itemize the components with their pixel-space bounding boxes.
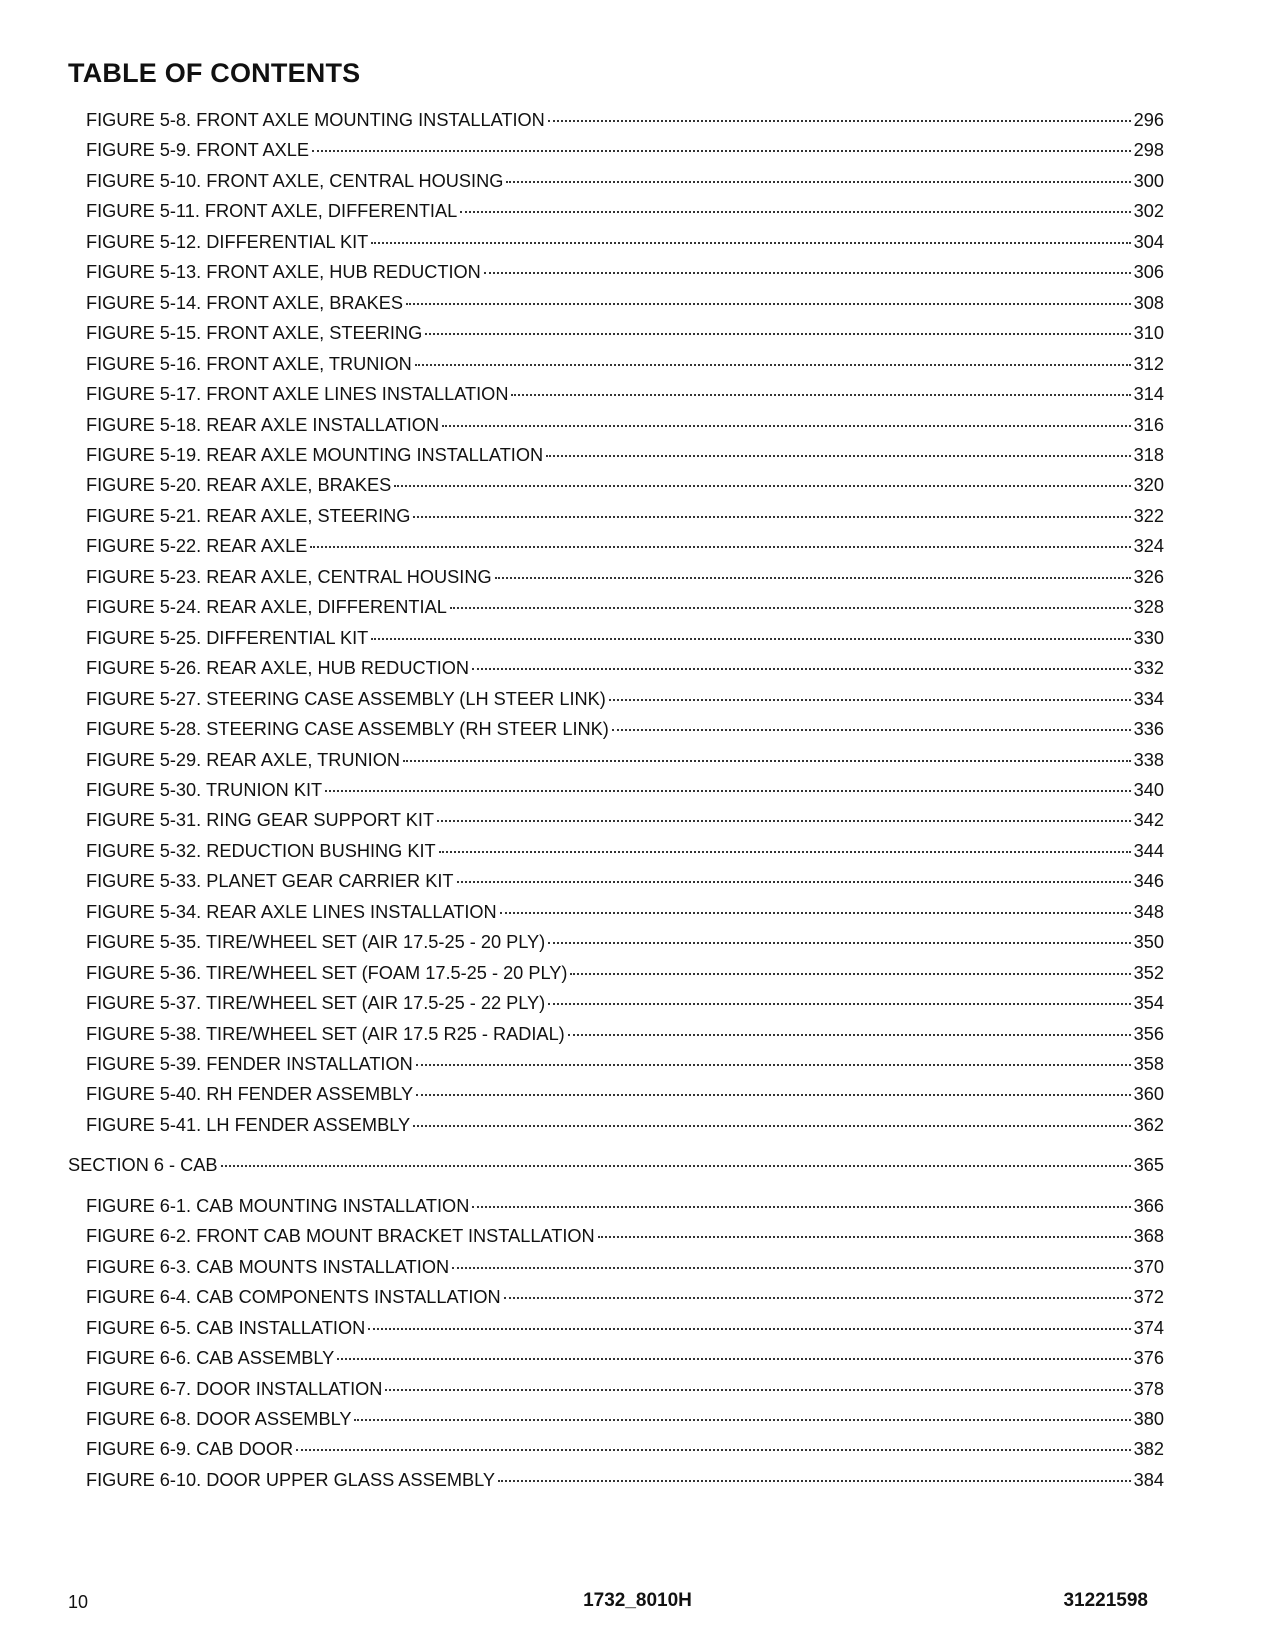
- toc-entry[interactable]: [86, 1052, 1164, 1076]
- toc-entry-label: FIGURE 6-5. CAB INSTALLATION: [86, 1317, 366, 1338]
- toc-entry-page: 350: [1133, 932, 1164, 953]
- toc-entry-page: 338: [1133, 749, 1164, 770]
- toc-entry-label: FIGURE 5-32. REDUCTION BUSHING KIT: [86, 840, 436, 861]
- toc-entry-label: FIGURE 5-10. FRONT AXLE, CENTRAL HOUSING: [86, 170, 504, 191]
- toc-dot-leader: [472, 667, 1131, 670]
- toc-dot-leader: [312, 149, 1131, 152]
- toc-entry[interactable]: [86, 869, 1164, 893]
- footer-model: 1732_8010H: [583, 1590, 692, 1611]
- toc-dot-leader: [403, 759, 1131, 762]
- toc-entry-label: FIGURE 5-18. REAR AXLE INSTALLATION: [86, 414, 440, 435]
- toc-entry-label: FIGURE 5-22. REAR AXLE: [86, 536, 308, 557]
- toc-entry-label: FIGURE 5-25. DIFFERENTIAL KIT: [86, 627, 369, 648]
- toc-entry-page: 365: [1133, 1155, 1164, 1176]
- toc-dot-leader: [452, 1266, 1131, 1269]
- toc-entry[interactable]: [86, 199, 1164, 223]
- toc-dot-leader: [500, 911, 1131, 914]
- toc-entry-page: 348: [1133, 901, 1164, 922]
- toc-entry-label: FIGURE 5-28. STEERING CASE ASSEMBLY (RH STEER LINK): [86, 719, 609, 739]
- toc-entry[interactable]: [86, 504, 1164, 528]
- toc-entry-label: FIGURE 5-39. FENDER INSTALLATION: [86, 1054, 413, 1074]
- toc-dot-leader: [568, 1033, 1131, 1036]
- toc-dot-leader: [548, 941, 1130, 944]
- toc-entry[interactable]: [86, 413, 1164, 437]
- toc-entry-label: FIGURE 5-9. FRONT AXLE: [86, 140, 310, 161]
- toc-dot-leader: [368, 1327, 1130, 1330]
- toc-entry[interactable]: [86, 991, 1164, 1015]
- toc-entry-label: FIGURE 6-8. DOOR ASSEMBLY: [86, 1408, 352, 1429]
- toc-entry-page: 370: [1133, 1256, 1164, 1277]
- toc-entry[interactable]: [86, 717, 1164, 741]
- toc-entry[interactable]: [86, 352, 1164, 376]
- toc-entry-label: FIGURE 5-17. FRONT AXLE LINES INSTALLATION: [86, 384, 509, 404]
- toc-entry-label: FIGURE 6-9. CAB DOOR: [86, 1439, 294, 1460]
- toc-dot-leader: [371, 241, 1130, 244]
- footer-page-number: 10: [68, 1592, 89, 1612]
- toc-dot-leader: [296, 1448, 1130, 1451]
- toc-entry-label: FIGURE 5-8. FRONT AXLE MOUNTING INSTALLATION: [86, 110, 545, 130]
- toc-dot-leader: [484, 271, 1131, 274]
- toc-entry-label: FIGURE 5-20. REAR AXLE, BRAKES: [86, 475, 392, 496]
- toc-dot-leader: [450, 606, 1131, 609]
- toc-entry[interactable]: [86, 260, 1164, 284]
- toc-entry[interactable]: [86, 1285, 1164, 1309]
- toc-entry[interactable]: [86, 169, 1164, 193]
- toc-entry[interactable]: [86, 1082, 1164, 1106]
- toc-entry-page: 326: [1133, 566, 1164, 587]
- toc-entry-label: FIGURE 5-23. REAR AXLE, CENTRAL HOUSING: [86, 566, 492, 587]
- toc-entry[interactable]: [86, 1255, 1164, 1279]
- toc-entry-label: FIGURE 6-4. CAB COMPONENTS INSTALLATION: [86, 1287, 501, 1308]
- toc-entry[interactable]: [86, 565, 1164, 589]
- footer-document-number: 31221598: [1063, 1590, 1148, 1611]
- toc-entry-label: FIGURE 6-3. CAB MOUNTS INSTALLATION: [86, 1256, 450, 1277]
- toc-dot-leader: [511, 393, 1130, 396]
- toc-entry[interactable]: [86, 443, 1164, 467]
- toc-entry[interactable]: [86, 1346, 1164, 1370]
- toc-entry-label: FIGURE 5-29. REAR AXLE, TRUNION: [86, 749, 400, 770]
- toc-entry-label: FIGURE 5-41. LH FENDER ASSEMBLY: [86, 1114, 411, 1135]
- toc-entry-page: 362: [1133, 1114, 1164, 1135]
- toc-entry-label: FIGURE 5-14. FRONT AXLE, BRAKES: [86, 292, 404, 313]
- toc-entry[interactable]: [86, 1113, 1164, 1137]
- toc-entry-page: 366: [1133, 1195, 1164, 1216]
- toc-dot-leader: [504, 1296, 1131, 1299]
- toc-dot-leader: [495, 576, 1131, 579]
- toc-entry-page: 380: [1133, 1408, 1164, 1429]
- toc-entry-page: 302: [1133, 201, 1164, 222]
- toc-dot-leader: [354, 1418, 1130, 1421]
- toc-entry-label: FIGURE 5-13. FRONT AXLE, HUB REDUCTION: [86, 262, 481, 283]
- toc-entry-label: FIGURE 6-2. FRONT CAB MOUNT BRACKET INSTALLATION: [86, 1226, 595, 1247]
- toc-dot-leader: [548, 1002, 1130, 1005]
- toc-entry[interactable]: [86, 961, 1164, 985]
- toc-entry-page: 346: [1133, 871, 1164, 892]
- toc-dot-leader: [506, 180, 1130, 183]
- toc-entry[interactable]: [86, 1377, 1164, 1401]
- toc-entry-page: 320: [1133, 475, 1164, 496]
- toc-entry-page: 382: [1133, 1439, 1164, 1460]
- toc-entry-page: 316: [1133, 414, 1164, 435]
- toc-entry-label: FIGURE 5-11. FRONT AXLE, DIFFERENTIAL: [86, 201, 458, 222]
- toc-entry-page: 356: [1133, 1023, 1164, 1044]
- toc-dot-leader: [310, 545, 1130, 548]
- toc-entry[interactable]: [86, 930, 1164, 954]
- toc-entry[interactable]: [86, 138, 1164, 162]
- toc-entry-label: FIGURE 5-31. RING GEAR SUPPORT KIT: [86, 810, 434, 831]
- toc-entry-page: 342: [1133, 810, 1164, 831]
- toc-entry-page: 374: [1133, 1317, 1164, 1338]
- toc-entry-label: FIGURE 5-12. DIFFERENTIAL KIT: [86, 231, 369, 252]
- toc-dot-leader: [612, 728, 1131, 731]
- toc-entry-page: 372: [1133, 1287, 1164, 1308]
- toc-dot-leader: [394, 484, 1130, 487]
- toc-dot-leader: [498, 1479, 1131, 1482]
- toc-entry-label: FIGURE 5-33. PLANET GEAR CARRIER KIT: [86, 871, 454, 892]
- toc-entry-page: 360: [1133, 1084, 1164, 1105]
- toc-entry-label: FIGURE 5-34. REAR AXLE LINES INSTALLATION: [86, 901, 497, 922]
- toc-entry[interactable]: [86, 839, 1164, 863]
- toc-entry-page: 296: [1133, 110, 1164, 130]
- toc-entry-label: FIGURE 5-35. TIRE/WHEEL SET (AIR 17.5-25 - 20 PLY): [86, 932, 546, 953]
- toc-dot-leader: [371, 637, 1130, 640]
- toc-entry-page: 324: [1133, 536, 1164, 557]
- toc-entry-label: FIGURE 5-19. REAR AXLE MOUNTING INSTALLATION: [86, 444, 544, 465]
- toc-entry-page: 318: [1133, 444, 1164, 465]
- toc-entry[interactable]: [86, 748, 1164, 772]
- toc-entry[interactable]: [86, 108, 1164, 132]
- toc-dot-leader: [416, 1063, 1131, 1066]
- toc-entry-label: SECTION 6 - CAB: [68, 1155, 218, 1176]
- toc-dot-leader: [442, 424, 1131, 427]
- toc-entry[interactable]: [86, 534, 1164, 558]
- toc-entry-label: FIGURE 6-10. DOOR UPPER GLASS ASSEMBLY: [86, 1469, 496, 1490]
- toc-section-entry[interactable]: [68, 1153, 1164, 1177]
- toc-dot-leader: [472, 1205, 1130, 1208]
- toc-entry-page: 310: [1133, 323, 1164, 344]
- toc-entry[interactable]: [86, 1407, 1164, 1431]
- toc-dot-leader: [548, 119, 1131, 122]
- toc-entry-page: 332: [1133, 658, 1164, 679]
- toc-entry[interactable]: [86, 473, 1164, 497]
- page-footer: [0, 1590, 1275, 1614]
- toc-entry-page: 334: [1133, 688, 1164, 709]
- toc-entry-label: FIGURE 5-26. REAR AXLE, HUB REDUCTION: [86, 658, 470, 679]
- toc-entry[interactable]: [86, 808, 1164, 832]
- toc-dot-leader: [416, 1093, 1131, 1096]
- toc-entry-label: FIGURE 5-21. REAR AXLE, STEERING: [86, 505, 411, 526]
- toc-dot-leader: [457, 880, 1131, 883]
- toc-entry-page: 328: [1133, 597, 1164, 618]
- toc-entry-page: 344: [1133, 840, 1164, 861]
- toc-entry-page: 304: [1133, 231, 1164, 252]
- toc-entry[interactable]: [86, 1468, 1164, 1492]
- toc-entry[interactable]: [86, 1022, 1164, 1046]
- toc-entry-label: FIGURE 5-15. FRONT AXLE, STEERING: [86, 323, 423, 344]
- toc-entry-page: 340: [1133, 779, 1164, 800]
- toc-entry-page: 322: [1133, 505, 1164, 526]
- toc-entry-page: 314: [1133, 384, 1164, 404]
- toc-entry-label: FIGURE 5-24. REAR AXLE, DIFFERENTIAL: [86, 597, 447, 618]
- toc-entry-label: FIGURE 6-7. DOOR INSTALLATION: [86, 1378, 383, 1399]
- toc-entry-page: 368: [1133, 1226, 1164, 1247]
- toc-dot-leader: [415, 363, 1131, 366]
- toc-dot-leader: [609, 698, 1131, 701]
- toc-entry[interactable]: [86, 1437, 1164, 1461]
- toc-entry-label: FIGURE 5-37. TIRE/WHEEL SET (AIR 17.5-25 - 22 PLY): [86, 993, 546, 1014]
- toc-dot-leader: [413, 515, 1130, 518]
- toc-entry[interactable]: [86, 321, 1164, 345]
- page-title: TABLE OF CONTENTS: [68, 58, 361, 88]
- toc-entry[interactable]: [86, 1194, 1164, 1218]
- toc-dot-leader: [439, 850, 1131, 853]
- toc-entry-page: 378: [1133, 1378, 1164, 1399]
- toc-entry[interactable]: [86, 626, 1164, 650]
- toc-entry-page: 352: [1133, 962, 1164, 983]
- toc-entry-page: 384: [1133, 1469, 1164, 1490]
- toc-entry-label: FIGURE 6-1. CAB MOUNTING INSTALLATION: [86, 1195, 470, 1216]
- toc-entry-label: FIGURE 6-6. CAB ASSEMBLY: [86, 1348, 335, 1368]
- toc-dot-leader: [385, 1388, 1130, 1391]
- toc-entry-page: 358: [1133, 1054, 1164, 1074]
- toc-entry[interactable]: [86, 900, 1164, 924]
- toc-entry[interactable]: [86, 382, 1164, 406]
- toc-dot-leader: [337, 1357, 1130, 1360]
- toc-entry[interactable]: [86, 1316, 1164, 1340]
- toc-entry[interactable]: [86, 595, 1164, 619]
- toc-entry[interactable]: [86, 656, 1164, 680]
- toc-entry-page: 300: [1133, 170, 1164, 191]
- toc-entry-label: FIGURE 5-36. TIRE/WHEEL SET (FOAM 17.5-25 - 20 PLY): [86, 962, 568, 983]
- toc-entry[interactable]: [86, 291, 1164, 315]
- toc-entry[interactable]: [86, 230, 1164, 254]
- toc-dot-leader: [413, 1124, 1131, 1127]
- toc-dot-leader: [221, 1164, 1131, 1167]
- toc-dot-leader: [437, 819, 1131, 822]
- toc-entry[interactable]: [86, 1224, 1164, 1248]
- toc-entry-page: 330: [1133, 627, 1164, 648]
- toc-entry-page: 376: [1133, 1348, 1164, 1368]
- toc-entry[interactable]: [86, 687, 1164, 711]
- toc-entry-label: FIGURE 5-40. RH FENDER ASSEMBLY: [86, 1084, 414, 1105]
- toc-entry-label: FIGURE 5-38. TIRE/WHEEL SET (AIR 17.5 R25 - RADIAL): [86, 1023, 565, 1044]
- toc-entry-label: FIGURE 5-27. STEERING CASE ASSEMBLY (LH STEER LINK): [86, 688, 606, 709]
- toc-dot-leader: [406, 302, 1131, 305]
- toc-entry-page: 308: [1133, 292, 1164, 313]
- toc-entry-page: 354: [1133, 993, 1164, 1014]
- toc-dot-leader: [460, 210, 1130, 213]
- toc-entry-page: 298: [1133, 140, 1164, 161]
- toc-dot-leader: [325, 789, 1131, 792]
- toc-dot-leader: [570, 972, 1130, 975]
- toc-entry-page: 312: [1133, 353, 1164, 374]
- toc-entry-page: 336: [1133, 719, 1164, 739]
- toc-entry-label: FIGURE 5-30. TRUNION KIT: [86, 779, 323, 800]
- toc-entry[interactable]: [86, 778, 1164, 802]
- toc-dot-leader: [425, 332, 1130, 335]
- toc-entry-label: FIGURE 5-16. FRONT AXLE, TRUNION: [86, 353, 412, 374]
- toc-entry-page: 306: [1133, 262, 1164, 283]
- toc-dot-leader: [546, 454, 1131, 457]
- toc-dot-leader: [598, 1235, 1131, 1238]
